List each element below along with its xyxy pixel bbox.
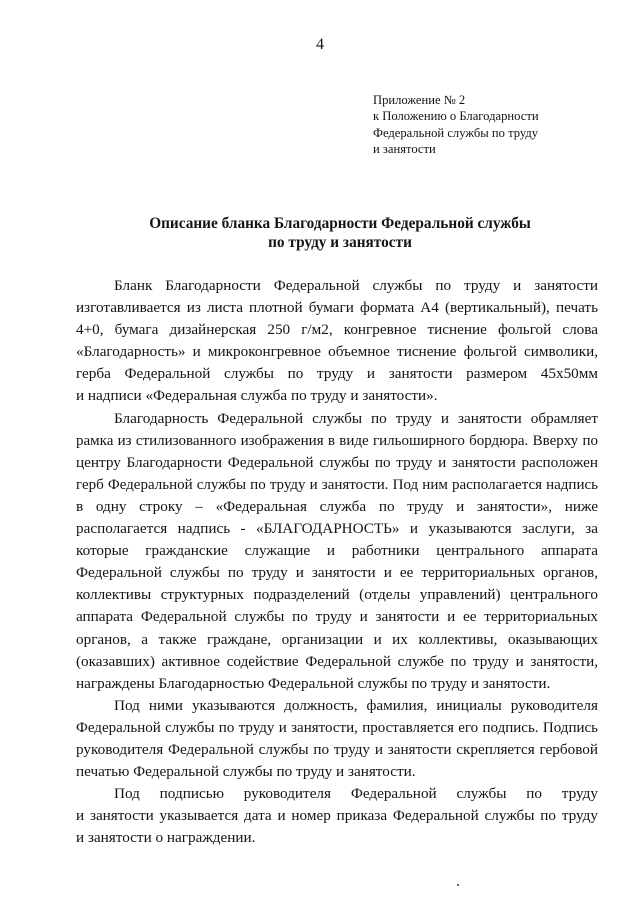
- text-line: которые гражданские служащие и работники центрального аппарата: [76, 542, 598, 560]
- text-line: коллективы структурных подразделений (отделы управлений) центрального: [76, 586, 598, 604]
- text-line: герб Федеральной службы по труду и занятости. Под ним располагается надпись: [76, 476, 598, 493]
- appendix-line: и занятости: [373, 141, 436, 156]
- paragraph-2: [76, 408, 598, 695]
- text-line: аппарата Федеральной службы по труду и занятости и ее территориальных: [76, 608, 598, 626]
- text-line: изготавливается из листа плотной бумаги формата А4 (вертикальный), печать: [76, 299, 598, 317]
- text-line: награждены Благодарностью Федеральной службы по труду и занятости.: [76, 674, 551, 692]
- text-line: и занятости указывается дата и номер приказа Федеральной службы по труду: [76, 807, 598, 825]
- text-line: (оказавших) активное содействие Федеральной службе по труду и занятости,: [76, 652, 598, 670]
- text-line: Федеральной службы по труду и занятости и ее территориальных органов,: [76, 564, 598, 582]
- text-line: руководителя Федеральной службы по труду и занятости скрепляется гербовой: [76, 740, 598, 758]
- title-line: по труду и занятости: [268, 234, 412, 251]
- text-line: рамка из стилизованного изображения в виде гильоширного бордюра. Вверху по: [76, 432, 598, 449]
- page-number: 4: [316, 36, 324, 53]
- text-line: центру Благодарности Федеральной службы по труду и занятости расположен: [76, 453, 598, 471]
- text-line: и надписи «Федеральная служба по труду и занятости».: [76, 387, 438, 405]
- body-text: [76, 275, 598, 849]
- text-line: Благодарность Федеральной службы по труду и занятости обрамляет: [114, 409, 598, 427]
- paragraph-3: [76, 695, 598, 783]
- text-line: располагается надпись - «БЛАГОДАРНОСТЬ» и указываются заслуги, за: [76, 520, 598, 538]
- text-line: органов, а также граждане, организации и их коллективы, оказывающих: [76, 630, 598, 648]
- text-line: 4+0, бумага дизайнерская 250 г/м2, конгревное тиснение фольгой слова: [76, 321, 598, 339]
- text-line: Под ними указываются должность, фамилия, инициалы руководителя: [114, 696, 598, 714]
- text-line: герба Федеральной службы по труду и занятости размером 45x50мм: [76, 365, 598, 383]
- document-title: [60, 214, 620, 252]
- paragraph-4: [76, 783, 598, 849]
- appendix-line: Федеральной службы по труду: [373, 125, 539, 140]
- title-line: Описание бланка Благодарности Федеральной службы: [149, 215, 531, 232]
- appendix-note: [373, 92, 623, 157]
- text-line: Бланк Благодарности Федеральной службы по труду и занятости: [114, 277, 598, 294]
- paragraph-1: [76, 275, 598, 408]
- text-line: печатью Федеральной службы по труду и занятости.: [76, 763, 416, 781]
- text-line: «Благодарность» и микроконгревное объемное тиснение фольгой символики,: [76, 343, 598, 361]
- text-line: в одну строку – «Федеральная служба по труду и занятости», ниже: [76, 497, 598, 515]
- appendix-line: Приложение № 2: [373, 93, 466, 107]
- text-line: Федеральной службы по труду и занятости, проставляется его подпись. Подпись: [76, 719, 598, 736]
- scan-speck: [457, 884, 459, 886]
- text-line: и занятости о награждении.: [76, 829, 256, 847]
- text-line: Под подписью руководителя Федеральной службы по труду: [114, 785, 598, 803]
- appendix-line: к Положению о Благодарности: [373, 109, 539, 124]
